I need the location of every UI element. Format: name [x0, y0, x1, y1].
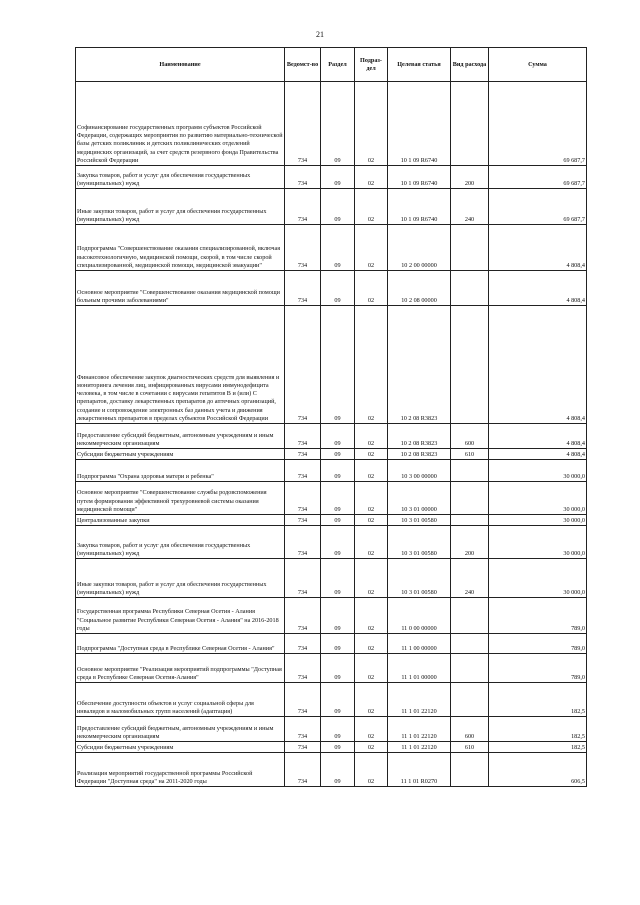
- row-expense-type: [451, 683, 489, 717]
- row-article: 11 1 01 22120: [388, 742, 451, 753]
- row-expense-type: [451, 634, 489, 654]
- row-article: 10 3 00 00000: [388, 460, 451, 482]
- row-sum: 4 808,4: [489, 449, 587, 460]
- row-subsection: 02: [355, 717, 388, 742]
- row-dept: 734: [285, 482, 321, 515]
- row-name: Софинансирование государственных программ субъектов Российской Федерации, содержащих мероприятия по развитию материально-технической базы детских поликлиник и детских поликлинических отделений медицинских организаций, за счет средств резервного фонда Правительства Российской Федерации: [76, 82, 285, 166]
- row-article: 10 2 08 R3823: [388, 306, 451, 424]
- row-name: Обеспечение доступности объектов и услуг социальной сферы для инвалидов и маломобильных групп населений (адаптация): [76, 683, 285, 717]
- row-article: 10 1 09 R6740: [388, 82, 451, 166]
- row-dept: 734: [285, 598, 321, 634]
- row-section: 09: [321, 424, 355, 449]
- row-section: 09: [321, 515, 355, 526]
- row-section: 09: [321, 559, 355, 598]
- row-name: Иные закупки товаров, работ и услуг для обеспечения государственных (муниципальных) нужд: [76, 559, 285, 598]
- table-row: [76, 753, 587, 787]
- row-dept: 734: [285, 515, 321, 526]
- table-header-row: [76, 48, 587, 82]
- row-article: 10 3 01 00580: [388, 559, 451, 598]
- row-section: 09: [321, 166, 355, 189]
- row-subsection: 02: [355, 654, 388, 683]
- row-expense-type: [451, 515, 489, 526]
- row-expense-type: 200: [451, 166, 489, 189]
- row-name: Финансовое обеспечение закупок диагностических средств для выявления и мониторинга лечения лиц, инфицированных вирусами иммунодефицита человека, в том числе в сочетании с вирусами гепатитов В и (или) С препаратов, доставку лекарственных препаратов до аптечных организаций, создание и сопровождение электронных баз данных учета и движения лекарственных препаратов в пределах субъектов Российской Федерации: [76, 306, 285, 424]
- row-subsection: 02: [355, 449, 388, 460]
- row-expense-type: 610: [451, 742, 489, 753]
- table-row: [76, 271, 587, 306]
- row-sum: 30 000,0: [489, 460, 587, 482]
- row-dept: 734: [285, 683, 321, 717]
- row-sum: 789,0: [489, 634, 587, 654]
- row-dept: 734: [285, 189, 321, 225]
- row-section: 09: [321, 449, 355, 460]
- table-row: [76, 449, 587, 460]
- row-name: Подпрограмма "Доступная среда в Республике Северная Осетия - Алания": [76, 634, 285, 654]
- row-article: 10 2 08 R3823: [388, 449, 451, 460]
- row-sum: 30 000,0: [489, 526, 587, 559]
- table-row: [76, 166, 587, 189]
- row-dept: 734: [285, 424, 321, 449]
- row-expense-type: 600: [451, 717, 489, 742]
- row-subsection: 02: [355, 515, 388, 526]
- table-row: [76, 306, 587, 424]
- header-name: Наименование: [76, 48, 285, 82]
- row-expense-type: [451, 598, 489, 634]
- row-subsection: 02: [355, 306, 388, 424]
- row-subsection: 02: [355, 271, 388, 306]
- row-expense-type: [451, 82, 489, 166]
- row-sum: 789,0: [489, 654, 587, 683]
- row-dept: 734: [285, 82, 321, 166]
- row-name: Подпрограмма "Охрана здоровья матери и ребенка": [76, 460, 285, 482]
- row-name: Централизованные закупки: [76, 515, 285, 526]
- row-article: 10 2 08 00000: [388, 271, 451, 306]
- row-article: 10 3 01 00580: [388, 526, 451, 559]
- row-sum: 182,5: [489, 717, 587, 742]
- row-subsection: 02: [355, 82, 388, 166]
- row-dept: 734: [285, 449, 321, 460]
- table-row: [76, 225, 587, 271]
- row-section: 09: [321, 82, 355, 166]
- header-dept: Ведомст-во: [285, 48, 321, 82]
- row-dept: 734: [285, 559, 321, 598]
- row-name: Подпрограмма "Совершенствование оказания специализированной, включая высокотехнологичную, медицинской помощи, скорой, в том числе скорой специализированной, медицинской помощи, медицинской эвакуации": [76, 225, 285, 271]
- row-dept: 734: [285, 166, 321, 189]
- row-article: 11 1 01 00000: [388, 654, 451, 683]
- table-row: [76, 559, 587, 598]
- row-dept: 734: [285, 306, 321, 424]
- row-section: 09: [321, 460, 355, 482]
- row-subsection: 02: [355, 482, 388, 515]
- row-subsection: 02: [355, 225, 388, 271]
- row-name: Предоставление субсидий бюджетным, автономным учреждениям и иным некоммерческим организациям: [76, 717, 285, 742]
- row-expense-type: [451, 654, 489, 683]
- row-sum: 606,5: [489, 753, 587, 787]
- row-dept: 734: [285, 225, 321, 271]
- row-expense-type: [451, 225, 489, 271]
- row-dept: 734: [285, 753, 321, 787]
- row-subsection: 02: [355, 634, 388, 654]
- row-article: 11 1 00 00000: [388, 634, 451, 654]
- row-name: Государственная программа Республики Северная Осетия - Алания "Социальное развитие Республики Северная Осетия - Алания" на 2016-2018 годы: [76, 598, 285, 634]
- row-name: Предоставление субсидий бюджетным, автономным учреждениям и иным некоммерческим организациям: [76, 424, 285, 449]
- table-row: [76, 598, 587, 634]
- row-expense-type: 600: [451, 424, 489, 449]
- row-subsection: 02: [355, 526, 388, 559]
- header-subsection: Подраз-дел: [355, 48, 388, 82]
- row-subsection: 02: [355, 189, 388, 225]
- table-row: [76, 460, 587, 482]
- row-subsection: 02: [355, 460, 388, 482]
- row-name: Иные закупки товаров, работ и услуг для обеспечения государственных (муниципальных) нужд: [76, 189, 285, 225]
- row-sum: 4 808,4: [489, 225, 587, 271]
- table-row: [76, 424, 587, 449]
- row-dept: 734: [285, 526, 321, 559]
- row-dept: 734: [285, 634, 321, 654]
- row-article: 11 1 01 R0270: [388, 753, 451, 787]
- row-section: 09: [321, 717, 355, 742]
- row-expense-type: 610: [451, 449, 489, 460]
- table-body: [76, 82, 587, 787]
- header-section: Раздел: [321, 48, 355, 82]
- row-name: Реализация мероприятий государственной программы Российской Федерации "Доступная среда" на 2011-2020 годы: [76, 753, 285, 787]
- row-section: 09: [321, 742, 355, 753]
- table-row: [76, 634, 587, 654]
- row-dept: 734: [285, 460, 321, 482]
- row-expense-type: 200: [451, 526, 489, 559]
- row-sum: 69 687,7: [489, 166, 587, 189]
- row-expense-type: 240: [451, 559, 489, 598]
- table-row: [76, 189, 587, 225]
- row-article: 10 3 01 00000: [388, 482, 451, 515]
- table-row: [76, 683, 587, 717]
- row-section: 09: [321, 482, 355, 515]
- budget-table: [75, 47, 587, 787]
- row-dept: 734: [285, 654, 321, 683]
- row-sum: 182,5: [489, 683, 587, 717]
- row-article: 10 2 08 R3823: [388, 424, 451, 449]
- row-section: 09: [321, 598, 355, 634]
- row-name: Субсидии бюджетным учреждениям: [76, 742, 285, 753]
- header-sum: Сумма: [489, 48, 587, 82]
- row-article: 11 0 00 00000: [388, 598, 451, 634]
- table-row: [76, 515, 587, 526]
- row-expense-type: [451, 306, 489, 424]
- row-article: 10 2 00 00000: [388, 225, 451, 271]
- row-section: 09: [321, 634, 355, 654]
- row-sum: 69 687,7: [489, 82, 587, 166]
- row-subsection: 02: [355, 166, 388, 189]
- row-section: 09: [321, 225, 355, 271]
- table-row: [76, 742, 587, 753]
- row-sum: 30 000,0: [489, 482, 587, 515]
- row-subsection: 02: [355, 742, 388, 753]
- row-article: 10 1 09 R6740: [388, 189, 451, 225]
- row-sum: 69 687,7: [489, 189, 587, 225]
- row-sum: 4 808,4: [489, 306, 587, 424]
- row-expense-type: [451, 460, 489, 482]
- row-subsection: 02: [355, 424, 388, 449]
- row-dept: 734: [285, 717, 321, 742]
- row-section: 09: [321, 654, 355, 683]
- row-sum: 4 808,4: [489, 424, 587, 449]
- row-section: 09: [321, 306, 355, 424]
- row-name: Основное мероприятие "Совершенствование оказания медицинской помощи больным прочими заболеваниями": [76, 271, 285, 306]
- table-row: [76, 82, 587, 166]
- row-subsection: 02: [355, 598, 388, 634]
- row-expense-type: [451, 271, 489, 306]
- row-name: Закупка товаров, работ и услуг для обеспечения государственных (муниципальных) нужд: [76, 526, 285, 559]
- table-row: [76, 526, 587, 559]
- page-number: 21: [316, 30, 324, 39]
- row-expense-type: [451, 482, 489, 515]
- row-subsection: 02: [355, 559, 388, 598]
- row-article: 10 3 01 00580: [388, 515, 451, 526]
- row-sum: 4 808,4: [489, 271, 587, 306]
- row-dept: 734: [285, 271, 321, 306]
- row-section: 09: [321, 753, 355, 787]
- row-article: 11 1 01 22120: [388, 717, 451, 742]
- row-name: Субсидии бюджетным учреждениям: [76, 449, 285, 460]
- row-dept: 734: [285, 742, 321, 753]
- row-section: 09: [321, 271, 355, 306]
- row-section: 09: [321, 526, 355, 559]
- row-expense-type: 240: [451, 189, 489, 225]
- row-name: Закупка товаров, работ и услуг для обеспечения государственных (муниципальных) нужд: [76, 166, 285, 189]
- row-sum: 30 000,0: [489, 515, 587, 526]
- header-expense-type: Вид расхода: [451, 48, 489, 82]
- row-sum: 182,5: [489, 742, 587, 753]
- header-article: Целевая статья: [388, 48, 451, 82]
- row-sum: 30 000,0: [489, 559, 587, 598]
- row-section: 09: [321, 189, 355, 225]
- row-article: 10 1 09 R6740: [388, 166, 451, 189]
- row-subsection: 02: [355, 683, 388, 717]
- table-row: [76, 717, 587, 742]
- table-row: [76, 482, 587, 515]
- row-name: Основное мероприятие "Совершенствование службы родовспоможения путем формирования эффективной трехуровневой системы оказания медицинской помощи": [76, 482, 285, 515]
- table-row: [76, 654, 587, 683]
- row-subsection: 02: [355, 753, 388, 787]
- row-sum: 789,0: [489, 598, 587, 634]
- row-name: Основное мероприятие "Реализация мероприятий подпрограммы "Доступная среда в Республике Северная Осетия-Алания": [76, 654, 285, 683]
- row-article: 11 1 01 22120: [388, 683, 451, 717]
- row-expense-type: [451, 753, 489, 787]
- row-section: 09: [321, 683, 355, 717]
